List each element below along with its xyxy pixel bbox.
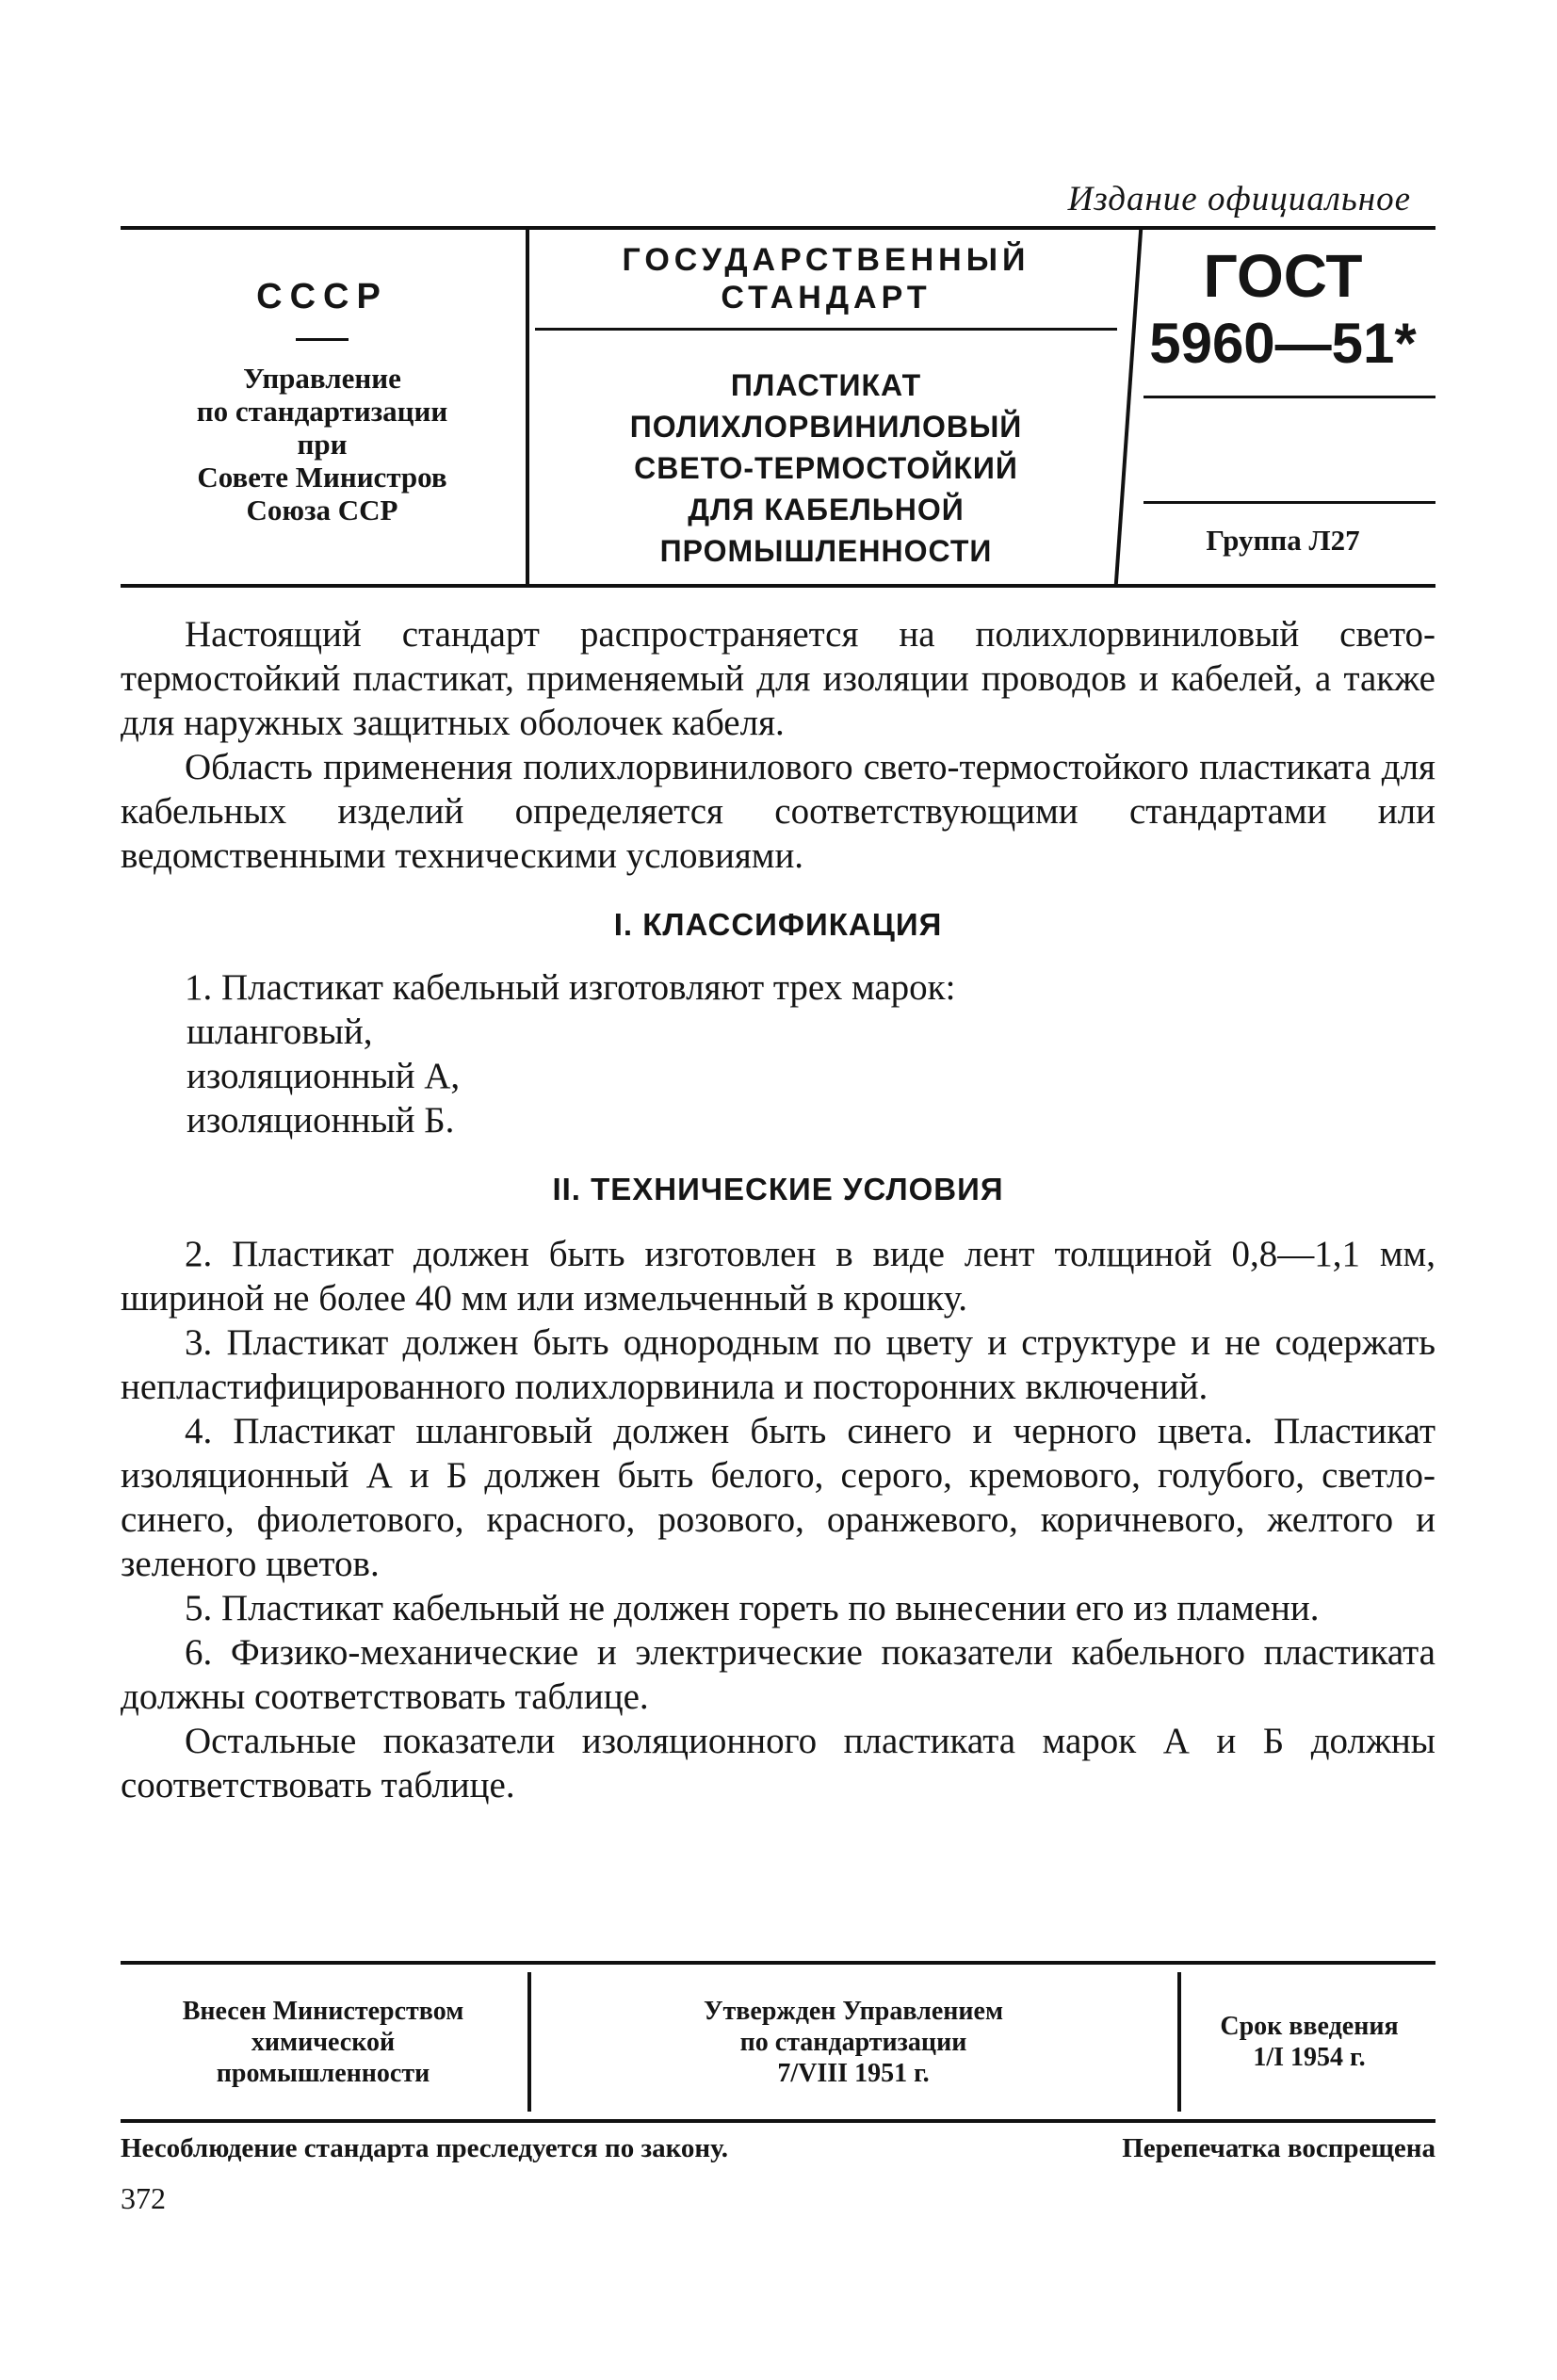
org-line: Союза ССР bbox=[246, 494, 398, 526]
state-line: ГОСУДАРСТВЕННЫЙ bbox=[622, 242, 1030, 278]
state-standard-label bbox=[529, 241, 1123, 316]
standard-number-block bbox=[1130, 230, 1435, 584]
clause-paragraph: 1. Пластикат кабельный изготовляют трех марок: bbox=[185, 967, 956, 1008]
standard-title bbox=[529, 364, 1123, 572]
standard-title-block bbox=[529, 230, 1123, 584]
title-line: ПОЛИХЛОРВИНИЛОВЫЙ bbox=[629, 410, 1023, 444]
footer-line: 7/VIII 1951 г. bbox=[777, 2058, 930, 2088]
intro-paragraph: Область применения полихлорвинилового свето-термостойкого пластиката для кабельных изделий определяется соответствующими стандартами или ведомственными техническими условиями. bbox=[121, 747, 1435, 876]
effective-date bbox=[1183, 1965, 1435, 2119]
section-heading: II. ТЕХНИЧЕСКИЕ УСЛОВИЯ bbox=[552, 1172, 1004, 1206]
footer-line: Срок введения bbox=[1220, 2012, 1399, 2041]
divider bbox=[1143, 501, 1435, 504]
notice-right: Перепечатка воспрещена bbox=[1122, 2133, 1435, 2163]
state-line: СТАНДАРТ bbox=[721, 280, 932, 316]
document-body bbox=[121, 612, 1435, 1807]
clause-paragraph: 6. Физико-механические и электрические показатели кабельного пластиката должны соответствовать таблице. bbox=[121, 1632, 1435, 1717]
country-label: СССР bbox=[256, 277, 388, 316]
footer-line: химической bbox=[251, 2027, 396, 2057]
footer-line: по стандартизации bbox=[739, 2027, 967, 2057]
notice-left: Несоблюдение стандарта преследуется по закону. bbox=[121, 2133, 728, 2163]
title-line: СВЕТО-ТЕРМОСТОЙКИЙ bbox=[634, 451, 1018, 485]
divider bbox=[535, 328, 1117, 331]
title-line: ДЛЯ КАБЕЛЬНОЙ bbox=[688, 493, 965, 526]
org-line: Совете Министров bbox=[197, 461, 447, 494]
clause-paragraph: 2. Пластикат должен быть изготовлен в виде лент толщиной 0,8—1,1 мм, шириной не более 40 мм или измельченный в крошку. bbox=[121, 1234, 1435, 1319]
list-item: изоляционный А, bbox=[187, 1056, 461, 1096]
title-line: ПЛАСТИКАТ bbox=[730, 368, 922, 402]
org-line: по стандартизации bbox=[196, 395, 448, 428]
page-number: 372 bbox=[121, 2181, 166, 2215]
footer-line: 1/I 1954 г. bbox=[1253, 2043, 1366, 2072]
list-item: изоляционный Б. bbox=[187, 1100, 455, 1141]
intro-paragraph: Настоящий стандарт распространяется на полихлорвиниловый свето-термостойкий пластикат, применяемый для изоляции проводов и кабелей, а также для наружных защитных оболочек кабеля. bbox=[121, 614, 1435, 743]
footer-line: Внесен Министерством bbox=[182, 1996, 464, 2026]
edition-label: Издание официальное bbox=[1067, 180, 1411, 219]
footer-block bbox=[121, 1961, 1435, 2123]
legal-notice bbox=[121, 2133, 1435, 2164]
clause-paragraph: 4. Пластикат шланговый должен быть синего и черного цвета. Пластикат изоляционный А и Б должен быть белого, серого, кремового, голубого, светло-синего, фиолетового, красного, розового, оранжевого, коричневого, желтого и зеленого цветов. bbox=[121, 1411, 1435, 1584]
introduced-by bbox=[121, 1965, 526, 2119]
organization-name bbox=[121, 362, 524, 526]
footer-line: Утвержден Управлением bbox=[703, 1996, 1004, 2026]
group-code: Группа Л27 bbox=[1206, 524, 1360, 557]
org-line: Управление bbox=[243, 362, 401, 395]
header-block bbox=[121, 226, 1435, 588]
divider bbox=[1143, 396, 1435, 398]
clause-paragraph: Остальные показатели изоляционного пластиката марок А и Б должны соответствовать таблице. bbox=[121, 1721, 1435, 1805]
standard-number: 5960—51* bbox=[1149, 312, 1417, 375]
title-line: ПРОМЫШЛЕННОСТИ bbox=[659, 534, 993, 568]
clause-paragraph: 5. Пластикат кабельный не должен гореть по вынесении его из пламени. bbox=[185, 1588, 1320, 1628]
list-item: шланговый, bbox=[187, 1012, 373, 1052]
approved-by bbox=[529, 1965, 1177, 2119]
divider bbox=[1177, 1972, 1181, 2112]
org-line: при bbox=[297, 428, 348, 461]
gost-label: ГОСТ bbox=[1203, 242, 1363, 310]
divider bbox=[296, 338, 349, 341]
clause-paragraph: 3. Пластикат должен быть однородным по цвету и структуре и не содержать непластифицированного полихлорвинила и посторонних включений. bbox=[121, 1322, 1435, 1407]
section-heading: I. КЛАССИФИКАЦИЯ bbox=[613, 907, 943, 942]
footer-line: промышленности bbox=[216, 2058, 430, 2088]
issuing-organization bbox=[121, 230, 524, 584]
